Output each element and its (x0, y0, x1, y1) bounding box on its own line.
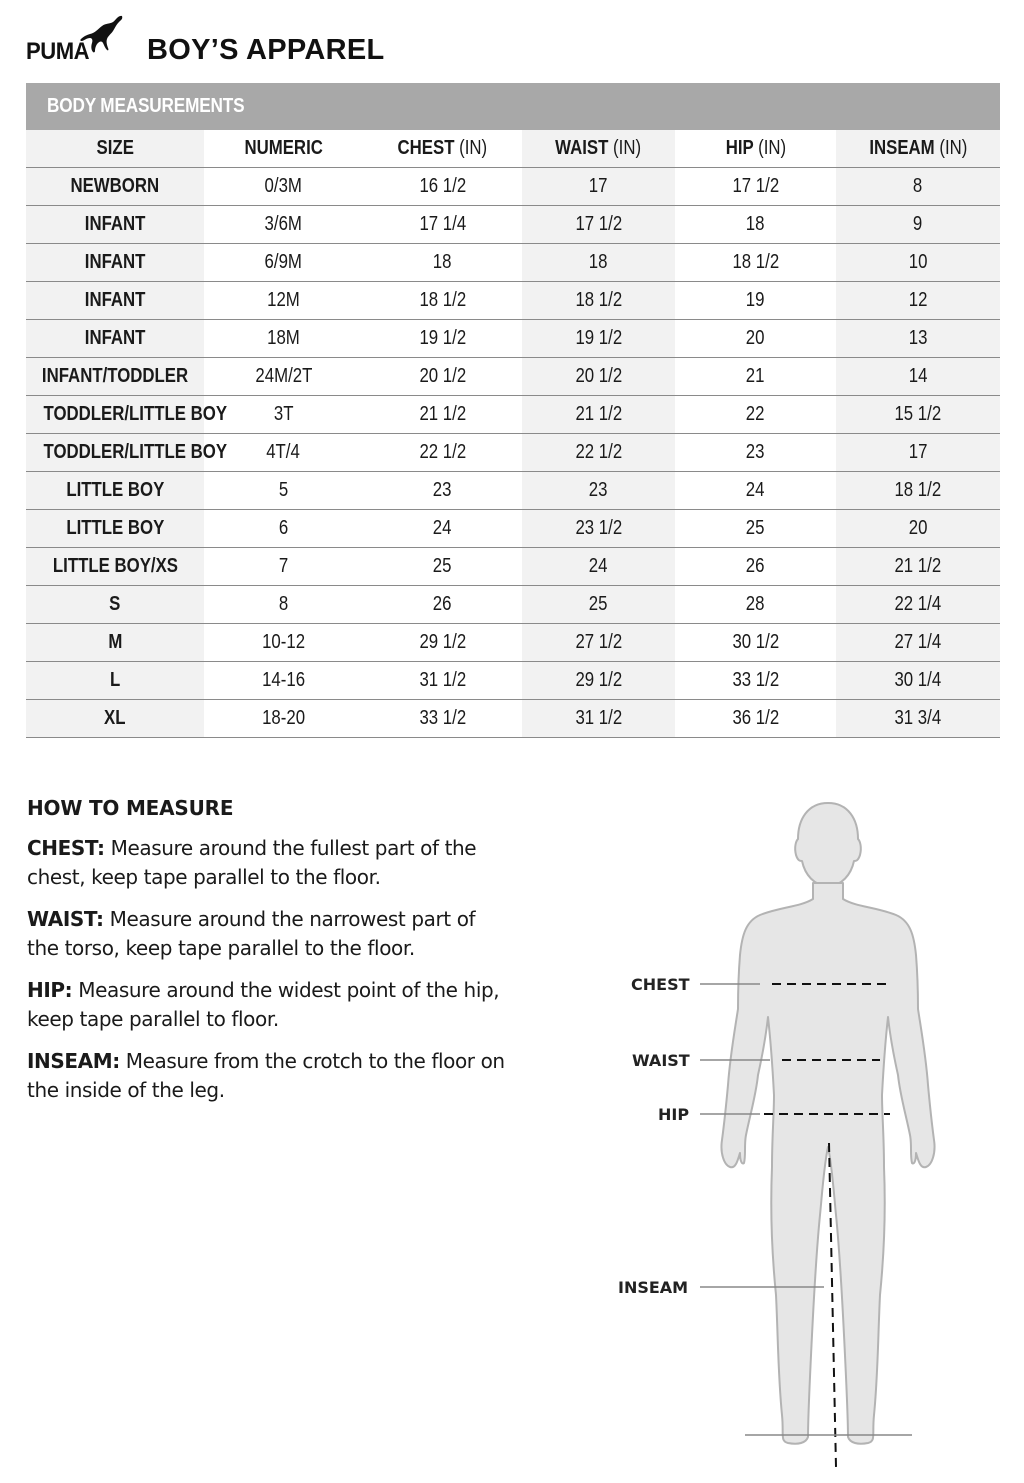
inseam-label: INSEAM (618, 1278, 689, 1297)
size-chart (26, 83, 1000, 738)
table-cell (836, 168, 1000, 206)
column-header-chest (363, 130, 522, 168)
cell-value: 24 (746, 479, 765, 501)
cell-value: 8 (913, 175, 923, 197)
table-cell (675, 206, 836, 244)
body-figure (610, 795, 1000, 1475)
table-cell (204, 282, 363, 320)
cell-value: 30 1/4 (894, 669, 942, 691)
table-cell (522, 320, 675, 358)
table-cell (204, 472, 363, 510)
cell-value: 6 (278, 517, 289, 539)
cell-value: LITTLE BOY (65, 517, 164, 539)
table-cell (675, 168, 836, 206)
table-cell (26, 244, 204, 282)
column-header-waist (522, 130, 675, 168)
table-cell (675, 700, 836, 738)
cell-value: 20 (746, 327, 765, 349)
table-cell (522, 396, 675, 434)
table-cell (26, 168, 204, 206)
table-cell (204, 624, 363, 662)
table-cell (836, 434, 1000, 472)
cell-value: 18 1/2 (419, 289, 466, 311)
cell-value: INFANT (84, 251, 146, 273)
table-cell (363, 472, 522, 510)
table-cell (26, 206, 204, 244)
cell-value: M (107, 631, 122, 653)
table-cell (204, 586, 363, 624)
cell-value: 22 (746, 403, 765, 425)
table-row (26, 320, 1000, 358)
table-cell (675, 510, 836, 548)
cell-value: 19 1/2 (575, 327, 622, 349)
cell-value: 20 1/2 (419, 365, 466, 387)
table-cell (363, 358, 522, 396)
measure-term: INSEAM: (27, 1049, 120, 1073)
cell-value: 23 (433, 479, 452, 501)
table-cell (836, 510, 1000, 548)
cell-value: 21 (746, 365, 765, 387)
table-cell (675, 434, 836, 472)
table-cell (836, 320, 1000, 358)
table-cell (363, 510, 522, 548)
cell-value: 5 (278, 479, 289, 501)
cell-value: TODDLER/LITTLE BOY (43, 403, 228, 425)
table-cell (522, 510, 675, 548)
table-cell (204, 662, 363, 700)
table-cell (363, 282, 522, 320)
table-row (26, 396, 1000, 434)
page-title: BOY’S APPAREL (147, 34, 385, 66)
cell-value: 17 (589, 175, 608, 197)
table-cell (522, 472, 675, 510)
table-row (26, 662, 1000, 700)
table-cell (522, 434, 675, 472)
table-cell (26, 586, 204, 624)
table-cell (522, 624, 675, 662)
column-name: WAIST (555, 137, 609, 159)
cell-value: 17 1/4 (419, 213, 466, 235)
cell-value: 18-20 (262, 707, 305, 729)
cell-value: 21 1/2 (575, 403, 622, 425)
cell-value: 14 (908, 365, 928, 387)
cell-value: 14-16 (262, 669, 305, 691)
cell-value: 21 1/2 (419, 403, 466, 425)
cell-value: S (109, 593, 121, 615)
table-cell (836, 700, 1000, 738)
table-cell (522, 700, 675, 738)
table-cell (26, 700, 204, 738)
table-cell (836, 472, 1000, 510)
table-cell (836, 548, 1000, 586)
table-cell (363, 396, 522, 434)
cell-value: 12 (908, 289, 928, 311)
header (26, 12, 1000, 74)
cell-value: 36 1/2 (732, 707, 779, 729)
cell-value: LITTLE BOY (65, 479, 164, 501)
cell-value: 7 (278, 555, 289, 577)
table-cell (675, 396, 836, 434)
table-cell (26, 434, 228, 472)
cell-value: 17 1/2 (575, 213, 622, 235)
table-cell (204, 396, 363, 434)
table-cell (26, 396, 228, 434)
cell-value: 15 1/2 (894, 403, 942, 425)
table-cell (26, 472, 204, 510)
waist-label: WAIST (632, 1051, 690, 1070)
cell-value: INFANT (84, 213, 146, 235)
cell-value: XL (104, 707, 126, 729)
table-cell (522, 206, 675, 244)
table-cell (836, 282, 1000, 320)
cell-value: L (109, 669, 121, 691)
cell-value: 29 1/2 (419, 631, 466, 653)
table-cell (26, 358, 204, 396)
table-row (26, 168, 1000, 206)
column-unit: (IN) (613, 137, 642, 159)
puma-cat-icon (78, 14, 124, 54)
cell-value: 17 (908, 441, 928, 463)
cell-value: 17 1/2 (732, 175, 779, 197)
cell-value: 24 (433, 517, 452, 539)
measure-instruction: Measure from the crotch to the floor on the inside of the leg. (27, 1049, 505, 1102)
cell-value: 26 (746, 555, 765, 577)
cell-value: 9 (913, 213, 923, 235)
cell-value: 19 1/2 (419, 327, 466, 349)
table-row (26, 510, 1000, 548)
cell-value: 23 (589, 479, 608, 501)
cell-value: 6/9M (264, 251, 303, 273)
cell-value: 22 1/2 (575, 441, 622, 463)
cell-value: 16 1/2 (419, 175, 466, 197)
table-cell (363, 206, 522, 244)
table-row (26, 282, 1000, 320)
table-row (26, 700, 1000, 738)
measure-term: WAIST: (27, 907, 104, 931)
cell-value: 22 1/4 (894, 593, 942, 615)
cell-value: 18 1/2 (575, 289, 622, 311)
column-header-size (26, 130, 204, 168)
cell-value: 24M/2T (255, 365, 312, 387)
column-name: HIP (725, 137, 754, 159)
column-name: CHEST (397, 137, 455, 159)
table-cell (363, 320, 522, 358)
cell-value: 21 1/2 (894, 555, 942, 577)
table-cell (675, 472, 836, 510)
cell-value: 29 1/2 (575, 669, 622, 691)
table-cell (204, 434, 363, 472)
table-cell (522, 662, 675, 700)
table-cell (836, 358, 1000, 396)
cell-value: 18 (433, 251, 452, 273)
cell-value: 18 1/2 (732, 251, 779, 273)
cell-value: 25 (433, 555, 452, 577)
table-cell (204, 206, 363, 244)
table-cell (675, 548, 836, 586)
cell-value: 27 1/4 (894, 631, 942, 653)
how-to-measure-item (27, 976, 507, 1034)
table-cell (675, 244, 836, 282)
cell-value: 27 1/2 (575, 631, 622, 653)
how-to-measure (27, 796, 507, 1118)
table-cell (675, 662, 836, 700)
table-row (26, 624, 1000, 662)
table-cell (675, 624, 836, 662)
measure-instruction: Measure around the fullest part of the chest, keep tape parallel to the floor. (27, 836, 477, 889)
column-name: NUMERIC (244, 137, 323, 159)
cell-value: 28 (746, 593, 765, 615)
measure-instruction: Measure around the widest point of the hip, keep tape parallel to floor. (27, 978, 500, 1031)
table-cell (204, 510, 363, 548)
chest-label: CHEST (631, 975, 690, 994)
cell-value: 24 (589, 555, 608, 577)
puma-logo (26, 14, 136, 74)
cell-value: INFANT/TODDLER (41, 365, 189, 387)
column-header-hip (675, 130, 836, 168)
measure-term: CHEST: (27, 836, 105, 860)
column-header-inseam (836, 130, 1000, 168)
table-cell (675, 358, 836, 396)
table-row (26, 586, 1000, 624)
cell-value: 19 (746, 289, 765, 311)
cell-value: 25 (589, 593, 608, 615)
table-cell (363, 662, 522, 700)
cell-value: 22 1/2 (419, 441, 466, 463)
cell-value: 31 3/4 (894, 707, 942, 729)
table-cell (26, 624, 204, 662)
measure-term: HIP: (27, 978, 73, 1002)
table-cell (675, 282, 836, 320)
table-cell (26, 282, 204, 320)
table-cell (363, 244, 522, 282)
cell-value: 23 (746, 441, 765, 463)
cell-value: 23 1/2 (575, 517, 622, 539)
cell-value: 26 (433, 593, 452, 615)
column-name: SIZE (96, 137, 134, 159)
cell-value: 30 1/2 (732, 631, 779, 653)
how-to-measure-list (27, 834, 507, 1105)
table-cell (522, 168, 675, 206)
body-silhouette-icon (610, 795, 1000, 1475)
table-cell (675, 320, 836, 358)
column-unit: (IN) (939, 137, 968, 159)
table-cell (363, 624, 522, 662)
table-cell (675, 586, 836, 624)
cell-value: TODDLER/LITTLE BOY (43, 441, 228, 463)
table-cell (522, 586, 675, 624)
table-body (26, 168, 1000, 738)
cell-value: 10 (908, 251, 928, 273)
table-cell (26, 662, 204, 700)
cell-value: 4T/4 (266, 441, 301, 463)
cell-value: 18 (589, 251, 608, 273)
table-cell (363, 548, 522, 586)
table-cell (836, 244, 1000, 282)
table-cell (26, 548, 204, 586)
table-cell (204, 244, 363, 282)
table-row (26, 548, 1000, 586)
table-cell (26, 510, 204, 548)
table-cell (836, 206, 1000, 244)
table-cell (26, 320, 204, 358)
table-cell (836, 662, 1000, 700)
table-row (26, 472, 1000, 510)
cell-value: 0/3M (264, 175, 303, 197)
how-to-measure-item (27, 1047, 507, 1105)
table-cell (204, 358, 363, 396)
section-title: BODY MEASUREMENTS (47, 95, 245, 117)
table-row (26, 244, 1000, 282)
column-unit: (IN) (757, 137, 786, 159)
table-cell (363, 434, 522, 472)
table-cell (836, 624, 1000, 662)
cell-value: 20 1/2 (575, 365, 622, 387)
table-header-row (26, 130, 1000, 168)
column-name: INSEAM (868, 137, 935, 159)
cell-value: 20 (908, 517, 928, 539)
table-cell (522, 282, 675, 320)
table-cell (363, 586, 522, 624)
brand-wordmark: PUMA (26, 38, 90, 65)
cell-value: 8 (278, 593, 289, 615)
column-header-numeric (204, 130, 363, 168)
table-cell (204, 700, 363, 738)
cell-value: LITTLE BOY/XS (52, 555, 178, 577)
table-cell (204, 548, 363, 586)
table-row (26, 206, 1000, 244)
cell-value: 33 1/2 (732, 669, 779, 691)
how-to-measure-item (27, 905, 507, 963)
hip-label: HIP (658, 1105, 690, 1124)
cell-value: 25 (746, 517, 765, 539)
cell-value: 12M (267, 289, 300, 311)
cell-value: 18 (746, 213, 765, 235)
table-row (26, 434, 1000, 472)
cell-value: 3T (273, 403, 294, 425)
table-cell (522, 244, 675, 282)
column-unit: (IN) (459, 137, 488, 159)
cell-value: 33 1/2 (419, 707, 466, 729)
table-cell (522, 358, 675, 396)
table-row (26, 358, 1000, 396)
how-to-measure-title: HOW TO MEASURE (27, 796, 234, 820)
how-to-measure-item (27, 834, 507, 892)
measure-instruction: Measure around the narrowest part of the torso, keep tape parallel to the floor. (27, 907, 476, 960)
measurements-table (26, 130, 1000, 738)
cell-value: INFANT (84, 289, 146, 311)
cell-value: 31 1/2 (575, 707, 622, 729)
table-cell (363, 700, 522, 738)
table-cell (204, 168, 363, 206)
cell-value: 13 (908, 327, 928, 349)
table-cell (522, 548, 675, 586)
table-cell (204, 320, 363, 358)
cell-value: 10-12 (262, 631, 305, 653)
cell-value: INFANT (84, 327, 146, 349)
cell-value: 31 1/2 (419, 669, 466, 691)
table-cell (836, 586, 1000, 624)
cell-value: 18 1/2 (894, 479, 942, 501)
section-title-bar (26, 83, 1000, 130)
cell-value: NEWBORN (70, 175, 160, 197)
table-cell (363, 168, 522, 206)
cell-value: 18M (267, 327, 300, 349)
table-cell (836, 396, 1000, 434)
cell-value: 3/6M (264, 213, 303, 235)
